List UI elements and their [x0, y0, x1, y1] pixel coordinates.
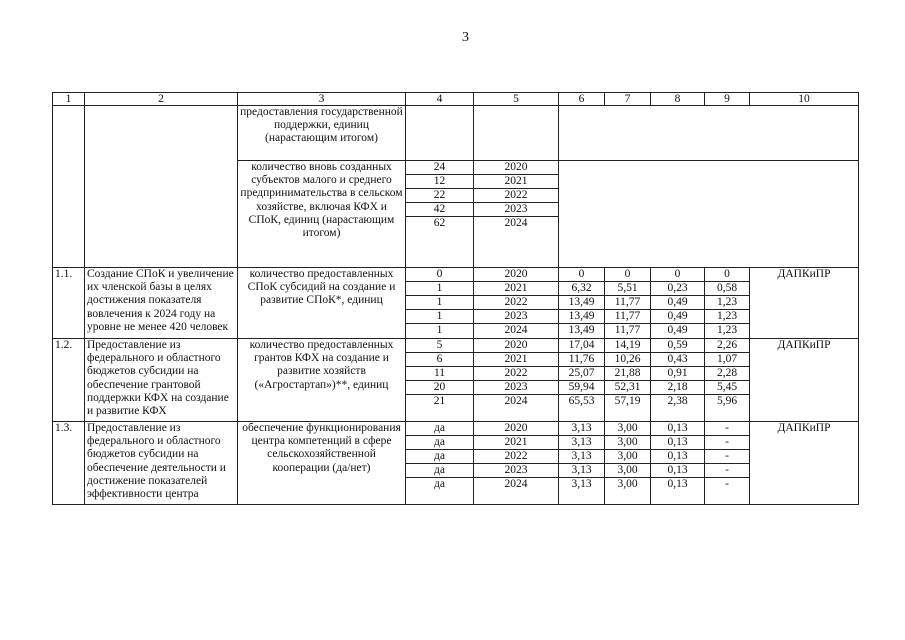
funding-regional: 0,13 — [651, 478, 705, 505]
year-cell: 2021 — [474, 282, 559, 296]
target-value: 24 — [406, 161, 474, 175]
funding-other: - — [705, 436, 750, 450]
year-cell: 2022 — [474, 296, 559, 310]
funding-regional: 0,49 — [651, 324, 705, 339]
column-header: 8 — [651, 93, 705, 106]
year-cell: 2021 — [474, 175, 559, 189]
target-value: 1 — [406, 324, 474, 339]
funding-other: 0 — [705, 268, 750, 282]
column-header: 4 — [406, 93, 474, 106]
funding-regional: 0,13 — [651, 422, 705, 436]
funding-total: 65,53 — [559, 395, 605, 422]
year-cell: 2022 — [474, 189, 559, 203]
funding-federal: 3,00 — [605, 422, 651, 436]
funding-regional: 0,13 — [651, 436, 705, 450]
funding-other: - — [705, 464, 750, 478]
funding-other: 1,07 — [705, 353, 750, 367]
funding-federal: 57,19 — [605, 395, 651, 422]
section-number: 1.3. — [53, 422, 85, 505]
target-value: 5 — [406, 339, 474, 353]
funding-other: 1,23 — [705, 310, 750, 324]
column-header: 5 — [474, 93, 559, 106]
funding-regional: 0,49 — [651, 310, 705, 324]
year-cell: 2020 — [474, 422, 559, 436]
funding-regional: 0,13 — [651, 450, 705, 464]
funding-total: 6,32 — [559, 282, 605, 296]
funding-total: 17,04 — [559, 339, 605, 353]
funding-total: 3,13 — [559, 436, 605, 450]
section-number: 1.2. — [53, 339, 85, 422]
funding-total: 13,49 — [559, 324, 605, 339]
funding-other: - — [705, 450, 750, 464]
year-cell: 2023 — [474, 381, 559, 395]
year-cell: 2024 — [474, 324, 559, 339]
funding-federal: 3,00 — [605, 436, 651, 450]
funding-federal: 11,77 — [605, 296, 651, 310]
funding-federal: 11,77 — [605, 310, 651, 324]
column-header: 9 — [705, 93, 750, 106]
target-value: 1 — [406, 296, 474, 310]
target-value: 22 — [406, 189, 474, 203]
funding-total: 3,13 — [559, 450, 605, 464]
year-cell: 2024 — [474, 395, 559, 422]
funding-other: 2,28 — [705, 367, 750, 381]
empty-cell — [474, 106, 559, 161]
column-header: 6 — [559, 93, 605, 106]
indicator-continuation: предоставления государственной поддержки, единиц (нарастающим итогом) — [238, 106, 406, 161]
target-value: да — [406, 464, 474, 478]
year-cell: 2023 — [474, 203, 559, 217]
target-value: 0 — [406, 268, 474, 282]
target-value: да — [406, 478, 474, 505]
empty-cell — [85, 106, 238, 268]
year-cell: 2021 — [474, 436, 559, 450]
funding-federal: 0 — [605, 268, 651, 282]
funding-other: 1,23 — [705, 324, 750, 339]
funding-total: 13,49 — [559, 296, 605, 310]
funding-other: 5,96 — [705, 395, 750, 422]
target-value: да — [406, 450, 474, 464]
funding-federal: 10,26 — [605, 353, 651, 367]
funding-total: 3,13 — [559, 422, 605, 436]
page-number: 3 — [462, 30, 469, 45]
measure-text: Предоставление из федерального и областного бюджетов субсидии на обеспечение грантовой поддержки КФХ на создание и развитие КФХ — [85, 339, 238, 422]
funding-regional: 0,13 — [651, 464, 705, 478]
year-cell: 2022 — [474, 450, 559, 464]
funding-total: 3,13 — [559, 464, 605, 478]
funding-other: 2,26 — [705, 339, 750, 353]
target-value: 21 — [406, 395, 474, 422]
funding-total: 11,76 — [559, 353, 605, 367]
funding-regional: 2,18 — [651, 381, 705, 395]
target-value: 11 — [406, 367, 474, 381]
year-cell: 2023 — [474, 310, 559, 324]
year-cell: 2020 — [474, 268, 559, 282]
funding-federal: 3,00 — [605, 478, 651, 505]
funding-other: 1,23 — [705, 296, 750, 310]
year-cell: 2024 — [474, 217, 559, 268]
empty-cell — [559, 161, 859, 268]
target-value: 12 — [406, 175, 474, 189]
column-header: 2 — [85, 93, 238, 106]
year-cell: 2021 — [474, 353, 559, 367]
funding-regional: 0,59 — [651, 339, 705, 353]
indicator-text: количество предоставленных СПоК субсидий на создание и развитие СПоК*, единиц — [238, 268, 406, 339]
target-value: 6 — [406, 353, 474, 367]
funding-regional: 0,91 — [651, 367, 705, 381]
empty-cell — [53, 106, 85, 268]
responsible-executor: ДАПКиПР — [750, 422, 859, 505]
funding-federal: 14,19 — [605, 339, 651, 353]
funding-other: 5,45 — [705, 381, 750, 395]
target-value: 1 — [406, 310, 474, 324]
year-cell: 2022 — [474, 367, 559, 381]
table-row — [53, 268, 859, 282]
table-row — [53, 339, 859, 353]
indicator-text: количество предоставленных грантов КФХ на создание и развитие хозяйств («Агростартап»)**, единиц — [238, 339, 406, 422]
indicator-text: количество вновь созданных субъектов малого и среднего предпринимательства в сельском хозяйстве, включая КФХ и СПоК, единиц (нарастающим итогом) — [238, 161, 406, 268]
year-cell: 2024 — [474, 478, 559, 505]
continuation-row — [53, 106, 859, 161]
responsible-executor: ДАПКиПР — [750, 268, 859, 339]
target-value: да — [406, 422, 474, 436]
funding-regional: 0,43 — [651, 353, 705, 367]
funding-other: 0,58 — [705, 282, 750, 296]
funding-regional: 0 — [651, 268, 705, 282]
year-cell: 2023 — [474, 464, 559, 478]
funding-total: 59,94 — [559, 381, 605, 395]
funding-regional: 0,23 — [651, 282, 705, 296]
column-number-header-row — [53, 93, 859, 106]
funding-federal: 11,77 — [605, 324, 651, 339]
table-row — [53, 422, 859, 436]
funding-other: - — [705, 422, 750, 436]
program-measures-table — [52, 92, 859, 505]
funding-regional: 2,38 — [651, 395, 705, 422]
funding-total: 3,13 — [559, 478, 605, 505]
section-number: 1.1. — [53, 268, 85, 339]
funding-federal: 3,00 — [605, 450, 651, 464]
column-header: 1 — [53, 93, 85, 106]
column-header: 3 — [238, 93, 406, 106]
responsible-executor: ДАПКиПР — [750, 339, 859, 422]
column-header: 10 — [750, 93, 859, 106]
empty-cell — [406, 106, 474, 161]
year-cell: 2020 — [474, 161, 559, 175]
measure-text: Предоставление из федерального и областного бюджетов субсидии на обеспечение деятельности и достижение показателей эффективности центра — [85, 422, 238, 505]
funding-other: - — [705, 478, 750, 505]
funding-federal: 21,88 — [605, 367, 651, 381]
empty-cell — [559, 106, 859, 161]
indicator-text: обеспечение функционирования центра компетенций в сфере сельскохозяйственной кооперации (да/нет) — [238, 422, 406, 505]
funding-regional: 0,49 — [651, 296, 705, 310]
funding-total: 0 — [559, 268, 605, 282]
funding-total: 13,49 — [559, 310, 605, 324]
target-value: 20 — [406, 381, 474, 395]
target-value: 62 — [406, 217, 474, 268]
target-value: да — [406, 436, 474, 450]
measure-text: Создание СПоК и увеличение их членской базы в целях достижения показателя вовлечения к 2024 году на уровне не менее 420 человек — [85, 268, 238, 339]
funding-federal: 52,31 — [605, 381, 651, 395]
funding-federal: 5,51 — [605, 282, 651, 296]
funding-total: 25,07 — [559, 367, 605, 381]
funding-federal: 3,00 — [605, 464, 651, 478]
target-value: 42 — [406, 203, 474, 217]
year-cell: 2020 — [474, 339, 559, 353]
column-header: 7 — [605, 93, 651, 106]
target-value: 1 — [406, 282, 474, 296]
